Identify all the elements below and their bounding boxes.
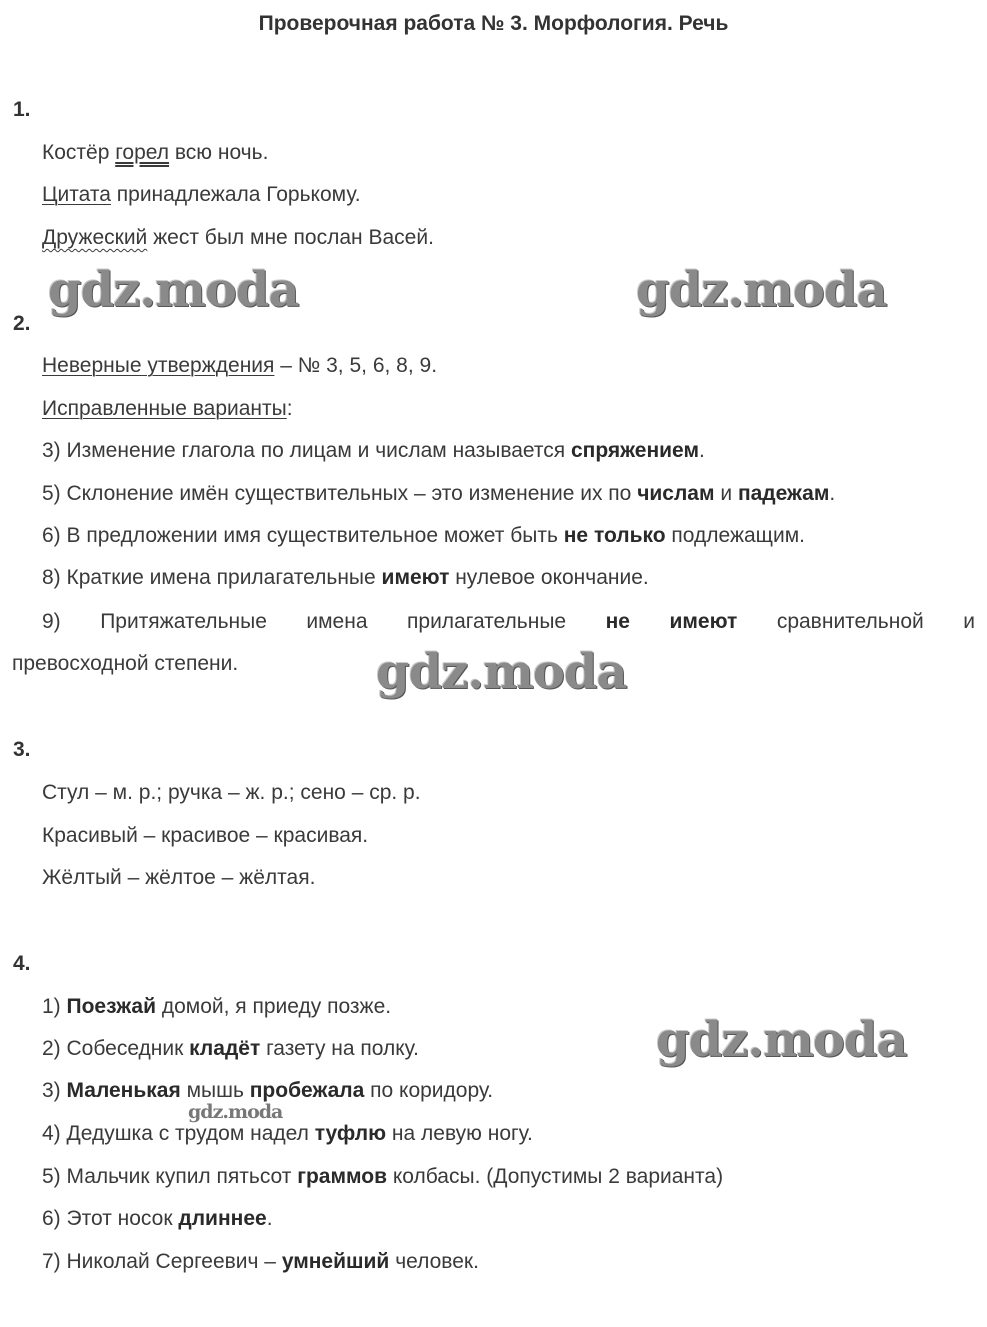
text: на левую ногу. — [386, 1122, 533, 1145]
task2-line-3 — [42, 439, 705, 463]
bold-word: граммов — [297, 1165, 388, 1188]
text: колбасы. (Допустимы 2 варианта) — [387, 1165, 724, 1188]
text: 1) — [42, 995, 67, 1018]
text: подлежащим. — [665, 524, 805, 547]
text: 5) Мальчик купил пятьсот — [42, 1165, 298, 1188]
text: 3) — [42, 1079, 67, 1102]
text: . — [266, 1207, 273, 1230]
page-title: Проверочная работа № 3. Морфология. Речь — [258, 12, 729, 35]
watermark: gdz.moda — [48, 262, 299, 318]
task-number-2: 2. — [13, 312, 31, 335]
watermark: gdz.moda — [188, 1101, 283, 1123]
task4-line-4 — [42, 1122, 533, 1146]
text: Исправленные варианты — [42, 397, 287, 420]
text: и — [714, 482, 738, 505]
bold-word: длиннее — [178, 1207, 267, 1230]
text: 6) Этот носок — [42, 1207, 179, 1230]
bold-word: туфлю — [314, 1122, 387, 1145]
bold-word: спряжением — [571, 439, 699, 462]
task4-line-7 — [42, 1250, 479, 1274]
task2-line-4 — [42, 482, 835, 506]
text: 5) Склонение имён существительных – это изменение их по — [42, 482, 638, 505]
task1-line-3 — [42, 226, 434, 250]
predicate-word: горел — [115, 141, 170, 164]
text: мышь — [180, 1079, 250, 1102]
text: . — [699, 439, 705, 462]
task2-line-5 — [42, 524, 805, 548]
text: сравнительной и — [737, 610, 975, 633]
task4-line-2 — [42, 1037, 419, 1061]
task-number-4: 4. — [13, 952, 31, 975]
text: нулевое окончание. — [449, 566, 649, 589]
text: . — [829, 482, 836, 505]
task3-line-2: Красивый – красивое – красивая. — [42, 824, 369, 847]
task1-line-1 — [42, 141, 268, 165]
bold-word: умнейший — [281, 1250, 390, 1273]
task4-line-6 — [42, 1207, 273, 1231]
text: – № 3, 5, 6, 8, 9. — [274, 354, 438, 377]
task1-line-2 — [42, 183, 361, 207]
task3-line-1: Стул – м. р.; ручка – ж. р.; сено – ср. р. — [42, 781, 421, 804]
task-number-3: 3. — [13, 738, 31, 761]
task4-line-3 — [42, 1079, 493, 1103]
bold-word: не только — [563, 524, 666, 547]
task2-line-6 — [42, 566, 649, 590]
task4-line-1 — [42, 995, 391, 1019]
text: 9) Притяжательные имена прилагательные — [42, 610, 606, 633]
text: жест был мне послан Васей. — [147, 226, 434, 249]
task-number-1: 1. — [13, 98, 31, 121]
text: Неверные утверждения — [42, 354, 275, 377]
bold-word: пробежала — [249, 1079, 365, 1102]
text: принадлежала Горькому. — [110, 183, 361, 206]
watermark: gdz.moda — [376, 644, 627, 700]
task2-line-7 — [42, 610, 975, 634]
bold-word: числам — [637, 482, 715, 505]
text: 6) В предложении имя существительное может быть — [42, 524, 564, 547]
text: всю ночь. — [169, 141, 269, 164]
subject-word: Цитата — [42, 183, 111, 206]
watermark: gdz.moda — [636, 262, 887, 318]
attribute-word: Дружеский — [42, 226, 148, 249]
text: 2) Собеседник — [42, 1037, 190, 1060]
bold-word: падежам — [737, 482, 830, 505]
text: Костёр — [42, 141, 116, 164]
bold-word: Маленькая — [66, 1079, 181, 1102]
task4-line-5 — [42, 1165, 723, 1189]
watermark: gdz.moda — [656, 1012, 907, 1068]
text: 3) Изменение глагола по лицам и числам называется — [42, 439, 571, 462]
text: 7) Николай Сергеевич – — [42, 1250, 282, 1273]
text: газету на полку. — [260, 1037, 419, 1060]
bold-word: имеют — [381, 566, 450, 589]
bold-word: не имеют — [605, 610, 738, 633]
text: 4) Дедушка с трудом надел — [42, 1122, 315, 1145]
text: домой, я приеду позже. — [156, 995, 392, 1018]
text: : — [286, 397, 293, 420]
task3-line-3: Жёлтый – жёлтое – жёлтая. — [42, 866, 316, 889]
task2-line-2 — [42, 397, 293, 421]
bold-word: Поезжай — [66, 995, 157, 1018]
task2-line-1 — [42, 354, 437, 378]
text: 8) Краткие имена прилагательные — [42, 566, 382, 589]
text: по коридору. — [364, 1079, 494, 1102]
bold-word: кладёт — [189, 1037, 261, 1060]
text: человек. — [389, 1250, 479, 1273]
task2-line-8: превосходной степени. — [12, 652, 239, 675]
